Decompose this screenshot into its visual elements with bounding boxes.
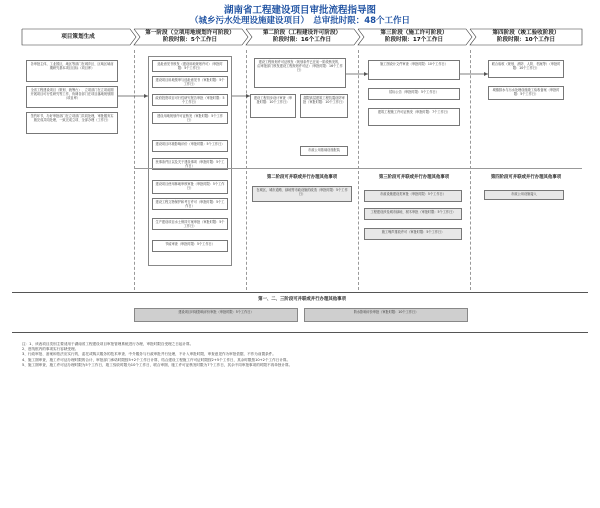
bottom-item: 防水影响评价审批（审批时限：10个工作日） (304, 308, 468, 322)
stage4-box: 联合验收（规划、消防、人防、档案等）（审批时限：10个工作日） (488, 60, 564, 78)
parallel-section-label: 第三阶段可并联或并行办理其他事项 (378, 175, 450, 180)
column-header-stage4: 第四阶段（竣工验收阶段） 阶段时限：10个工作日 (492, 30, 560, 43)
stage1-box: 生产建设项目水土保持方案审批（审批时限：5个工作日） (152, 218, 228, 230)
planning-box: 各审批主体，工业园区，地区等部门在城乡区、区域区域前期研究基本项目目标（项目库） (26, 60, 118, 82)
stage1-box: 建设工程文物保护和考古许可（审批时限：5个工作日） (152, 198, 228, 210)
stage2-box: 超限高层建筑工程抗震设防审批（审批时限：10个工作日） (300, 94, 348, 118)
column-header-stage1: 第一阶段（立项用地规划许可阶段） 阶段时限：5个工作日 (145, 30, 235, 43)
stage1-box: 民事条件区以及关于建设事项（审批时限：5个工作日） (152, 158, 228, 170)
bottom-item: 建设项目环境影响评价审批（审批时限：5个工作日） (134, 308, 298, 322)
parallel-item: 在城区，城市道路、绿地等市政设施的改造（审批时限：5个工作日） (252, 186, 352, 202)
stage1-box: 建设项目环境影响评价（审批时限：5个工作日） (152, 140, 228, 152)
stage4-box: 城镇排水与污水处理设施竣工验收备案（审批时限：5个工作日） (488, 86, 564, 100)
stage1-box: 建设项目用地预审与选址意见书（审批时限：5个工作日） (152, 76, 228, 88)
stage2-box: 建设工程初步设计审查（审批时限：10个工作日） (250, 94, 296, 118)
bottom-divider (12, 292, 588, 293)
column-header-planning: 项目策划生成 (61, 34, 95, 40)
parallel-item: 市政设施建设类审批（审批时限：5个工作日） (364, 190, 462, 202)
parallel-item: 工程建设涉及城市绿地、树木审批（审批时限：5个工作日） (364, 208, 462, 220)
footnote: 注：1、该表项目类别主要适用于湖南省工程建设项目审批管理系统进行办理，审批时限自受理之日起计算。 (22, 342, 194, 346)
stage1-box: 节能审查（审批时限：5个工作日） (152, 240, 228, 252)
footnote: 5、施工图审查，施工许可证办理时限为5个工作日，竣工验收时限为10个工作日，联合审图，施工许可证核发时限为7个工作日，其余不同审批事项的时限不再单独计算。 (22, 362, 293, 367)
parallel-section-label: 第四阶段可并联或并行办理其他事项 (490, 175, 562, 180)
planning-box: 签约环节，办好审批部门在立项部门共同处理，审批服务实施完成共同处理，一致完成立项、全部办理（工作日） (26, 112, 118, 134)
parallel-section-label: 第二阶段可并联或并行办理其他事项 (266, 175, 338, 180)
footnote: 2、虚线框内的事项实行容缺受理。 (22, 347, 79, 352)
stage3-box: 招标公告（审批时限：5个工作日） (368, 88, 460, 100)
parallel-item: 市政公用设施接入 (484, 190, 564, 200)
stage1-box: 建设项目使用林地审核审批（审批时限：5个工作日） (152, 180, 228, 194)
page-subtitle: （城乡污水处理设施建设项目） 总审批时限：48个工作日 (189, 16, 411, 26)
stage1-box: 政府投资项目可行性研究报告审批（审批时限：5个工作日） (152, 94, 228, 106)
footnote: 3、行政审批、备案和依法应实行的，委托或购买服务的技术审查、中介服务与行政审批并行处理，不计入审批时限，审查意见作为审批依据，不作为前置条件。 (22, 352, 276, 357)
section-divider (134, 168, 582, 169)
footnotes (22, 342, 582, 368)
stage2-box: 建设工程规划许可证核发（规划条件已在前一阶段核发的，由审批部门核发建设工程规划许可证）（审批时限：16个工作日） (254, 58, 346, 88)
parallel-item: 施工噪声排放许可（审批时限：5个工作日） (364, 228, 462, 240)
stage2-label-box: 市政公用基础设施报装 (300, 146, 348, 156)
footnote: 4、施工图审查，施工许可证办理时限的合计，审批部门承诺时限按5+2个工作日计算，结合建设工程施工许可证时限按2+5个工作日，其余时限按10+2个工作日计算。 (22, 357, 291, 362)
column-header-stage2: 第二阶段（工程建设许可阶段） 阶段时限：16个工作日 (262, 30, 342, 43)
bottom-section-label: 第一、二、三阶段可并联或并行办理其他事项 (258, 297, 346, 302)
bottom-divider (12, 332, 588, 333)
stage1-box: 选址意见书核发（建设用地规划许可）（审批时限：5个工作日） (152, 60, 228, 72)
page-title: 湖南省工程建设项目审批流程指导图 (223, 5, 376, 16)
stage3-box: 建筑工程施工许可证核发（审批时限：7个工作日） (368, 108, 460, 126)
stage3-box: 施工图设计文件审查（审批时限：10个工作日） (368, 60, 460, 80)
planning-box: 全省工程建设项目（策划、统筹台）、立项部门在立项前期开展项目可行性研究等工作，协调各部门在项目落地规划期（项目库） (26, 86, 118, 108)
column-header-stage3: 第三阶段（施工许可阶段） 阶段时限：17个工作日 (380, 30, 448, 43)
stage1-box: 建设用地规划许可证核发（审批时限：5个工作日） (152, 112, 228, 124)
